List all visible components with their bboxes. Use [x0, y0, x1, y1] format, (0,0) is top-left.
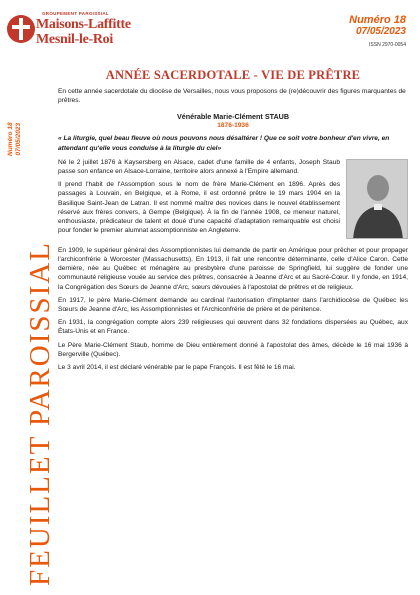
subject-name: Vénérable Marie-Clément STAUB — [176, 112, 290, 122]
article-title: ANNÉE SACERDOTALE - VIE DE PRÊTRE — [105, 68, 361, 82]
cross-emblem-icon — [6, 14, 36, 44]
issue-number: Numéro 18 — [349, 14, 406, 26]
paragraph: En 1909, le supérieur général des Assomptionnistes lui demande de partir en Amérique pour prêcher et pour propager l'archiconfrérie à Worcester (Massachusetts). En 1913, il fait une rencontre déterminante, celle d'Alice Caron. Cette dernière, née au Québec et ménagère au presbytère d'une paroisse de Springfield, lui suggère de fonder une communauté religieuse vouée au service des prêtres, consacrée à Jeanne d'Arc et au Sacré-Cœur. Il y fonde, en 1914, la Congrégation des Sœurs de Jeanne d'Arc, sœurs dévouées à l'apostolat de prêtres et de religieux. — [58, 246, 408, 291]
issue-block — [349, 14, 406, 37]
paragraph: Né le 2 juillet 1876 à Kaysersberg en Alsace, cadet d'une famille de 4 enfants, Joseph Staub passe son enfance en Alsace-Lorraine, territoire alors annexé à l'Empire allemand. — [58, 158, 340, 176]
paragraph: Le 3 avril 2014, il est déclaré vénérable par le pape François. Il est fêté le 16 mai. — [58, 364, 296, 372]
group-label: GROUPEMENT PAROISSIAL — [42, 11, 109, 16]
paragraph: Le Père Marie-Clément Staub, homme de Dieu entièrement donné à l'apostolat des âmes, décède le 16 mai 1936 à Bergerville (Québec). — [58, 341, 408, 358]
portrait-silhouette-icon — [347, 160, 408, 239]
paragraph: Il prend l'habit de l'Assomption sous le nom de frère Marie-Clément en 1896. Après des passages à Louvain, en Belgique, et à Rome, il est ordonné prêtre le 19 mars 1904 en la Basilique Saint-Jean de Latran. Il est nommé maître des novices dans le nouvel établissement réservé aux frères convers, à Gempe (Belgique). À la fin de l'année 1908, ce meneur naturel, enthousiaste, prédicateur de talent et doué d'une capacité d'adaptation remarquable est choisi pour fonder le premier alumnat assomptionniste en Angleterre. — [58, 181, 340, 235]
parish-name-line2: Mesnil-le-Roi — [36, 32, 113, 47]
issn-label: ISSN 2970-0054 — [369, 42, 406, 48]
article-quote: « La liturgie, quel beau fleuve où nous pouvons nous désaltérer ! Que ce soit votre bonheur d'en vivre, en attendant qu'elle vous conduise à la liturgie du ciel» — [58, 135, 390, 152]
sidebar-title: FEUILLET PAROISSIAL — [24, 241, 56, 586]
sidebar-issue — [7, 122, 23, 156]
article-intro: En cette année sacerdotale du diocèse de Versailles, nous vous proposons de (re)découvrir des figures marquantes de prêtres. — [58, 88, 406, 105]
article-body — [58, 158, 408, 242]
issue-date: 07/05/2023 — [355, 26, 406, 37]
subject-dates: 1876-1936 — [217, 122, 249, 130]
paragraph: En 1917, le père Marie-Clément demande au cardinal l'autorisation d'implanter dans l'archidiocèse de Québec les Sœurs de Jeanne d'Arc, les Assomptionnistes et l'Archiconfrérie de prière et de pénitence. — [58, 296, 408, 314]
parish-name-line1: Maisons-Laffitte — [36, 17, 131, 32]
sidebar-issue-number: Numéro 18 — [7, 122, 14, 156]
portrait-photo — [346, 159, 408, 239]
article — [58, 68, 408, 372]
sidebar-issue-date: 07/05/2023 — [15, 122, 22, 156]
paragraph: En 1931, la congrégation compte alors 239 religieuses qui œuvrent dans 32 fondations dispersées au Québec, aux États-Unis et en France. — [58, 319, 408, 336]
parish-logo — [6, 8, 136, 52]
